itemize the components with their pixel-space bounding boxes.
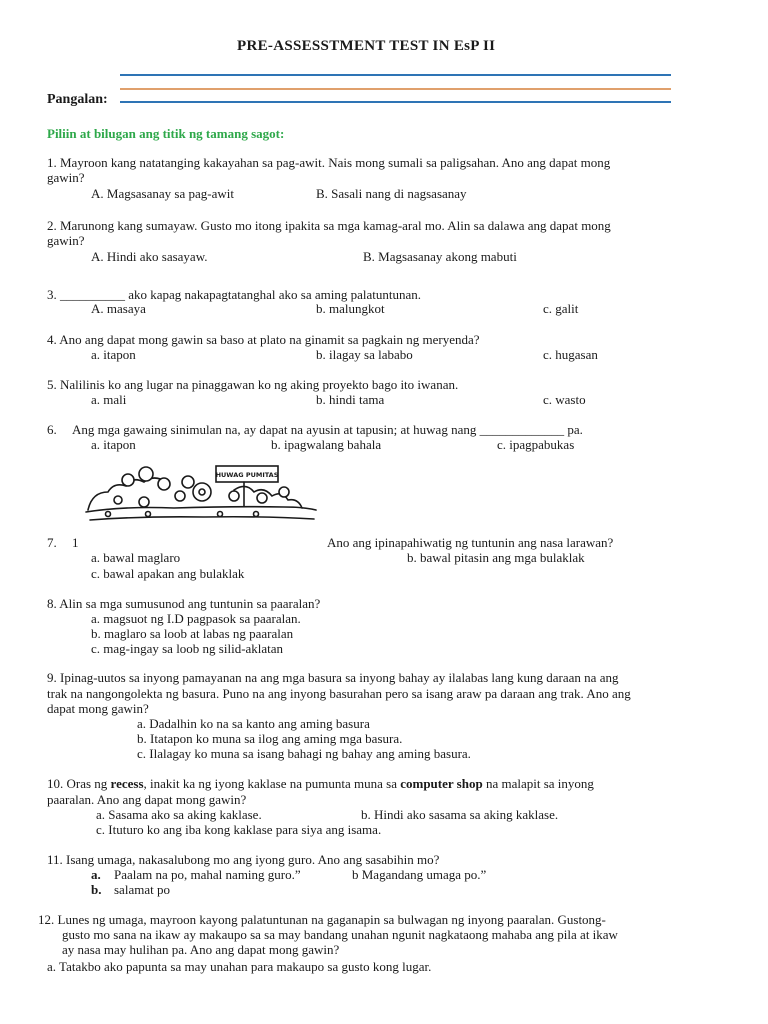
q12-text-cont: gusto mo sana na ikaw ay makaupo sa sa may bandang unahan ngunit nagkataong mahaba ang pila at ikaw [62, 927, 618, 942]
q5-option-b[interactable]: b. hindi tama [316, 392, 385, 407]
q9-option-a[interactable]: a. Dadalhin ko na sa kanto ang aming basura [137, 716, 370, 731]
q7-option-a[interactable]: a. bawal maglaro [91, 550, 181, 565]
page-title: PRE-ASSESSTMENT TEST IN EsP II [237, 38, 496, 54]
q3-text [47, 287, 421, 302]
q12-text: 12. Lunes ng umaga, mayroon kayong palatuntunan na gaganapin sa bulwagan ng inyong paaralan. Gustong- [38, 912, 606, 927]
q1-option-b[interactable]: B. Sasali nang di nagsasanay [316, 186, 467, 201]
q12-option-a[interactable]: a. Tatakbo ako papunta sa may unahan para makaupo sa gusto kong lugar. [47, 959, 432, 974]
q10-text-cont: paaralan. Ano ang dapat mong gawin? [47, 792, 247, 807]
name-label: Pangalan: [47, 92, 108, 107]
name-line-top [120, 74, 671, 76]
q2-option-b[interactable]: B. Magsasanay akong mabuti [363, 249, 517, 264]
q8-option-b[interactable]: b. maglaro sa loob at labas ng paaralan [91, 626, 294, 641]
q10-text-end: na malapit sa inyong [482, 776, 594, 791]
q7-text: Ano ang ipinapahiwatig ng tuntunin ang nasa larawan? [327, 535, 614, 550]
q4-text: 4. Ano ang dapat mong gawin sa baso at plato na ginamit sa pagkain ng meryenda? [47, 332, 480, 347]
q8-text: 8. Alin sa mga sumusunod ang tuntunin sa paaralan? [47, 596, 321, 611]
sign-text: HUWAG PUMITAS [215, 471, 279, 479]
q1-text-cont: gawin? [47, 170, 85, 185]
q4-option-b[interactable]: b. ilagay sa lababo [316, 347, 413, 362]
q6-number: 6. [47, 422, 57, 437]
q4-option-c[interactable]: c. hugasan [543, 347, 598, 362]
q1-text: 1. Mayroon kang natatanging kakayahan sa pag-awit. Nais mong sumali sa paligsahan. Ano ang dapat mong [47, 155, 611, 170]
q9-text-cont: trak na nangongolekta ng basura. Puno na ang inyong basurahan pero sa isang araw pa daraan ang trak. Ano ang [47, 686, 631, 701]
q7-number: 7. [47, 535, 57, 550]
q3-rest: ako kapag nakapagtatanghal ako sa aming palatuntunan. [128, 287, 422, 302]
q6-text: Ang mga gawaing sinimulan na, ay dapat na ayusin at tapusin; at huwag nang _____________ pa. [72, 422, 583, 437]
q1-option-a[interactable]: A. Magsasanay sa pag-awit [91, 186, 234, 201]
q3-option-a[interactable]: A. masaya [91, 301, 146, 316]
q2-text: 2. Marunong kang sumayaw. Gusto mo itong ipakita sa mga kamag-aral mo. Alin sa dalawa ang dapat mong [47, 218, 611, 233]
q10-keyword-recess: recess [110, 776, 144, 791]
q10-option-b[interactable]: b. Hindi ako sasama sa aking kaklase. [361, 807, 559, 822]
q11-option-b[interactable]: salamat po [114, 882, 170, 897]
q5-option-c[interactable]: c. wasto [543, 392, 586, 407]
q10-text-start: 10. Oras ng [47, 776, 111, 791]
q9-option-b[interactable]: b. Itatapon ko muna sa ilog ang aming mga basura. [137, 731, 403, 746]
q6-option-c[interactable]: c. ipagpabukas [497, 437, 575, 452]
q11-option-b-inline[interactable]: b Magandang umaga po.” [352, 867, 487, 882]
q5-option-a[interactable]: a. mali [91, 392, 127, 407]
q12-text-cont2: ay nasa may hulihan pa. Ano ang dapat mong gawin? [62, 942, 340, 957]
q3-blank: __________ [60, 287, 125, 302]
q8-option-c[interactable]: c. mag-ingay sa loob ng silid-aklatan [91, 641, 284, 656]
q7-stray-mark: 1 [72, 535, 79, 550]
q9-text: 9. Ipinag-uutos sa inyong pamayanan na ang mga basura sa inyong bahay ay ilalabas lang kung daraan na ang [47, 670, 619, 685]
q3-option-c[interactable]: c. galit [543, 301, 579, 316]
q10-keyword-computer-shop: computer shop [400, 776, 483, 791]
q2-option-a[interactable]: A. Hindi ako sasayaw. [91, 249, 208, 264]
q11-text: 11. Isang umaga, nakasalubong mo ang iyong guro. Ano ang sasabihin mo? [47, 852, 440, 867]
name-line-middle [120, 88, 671, 90]
q5-text: 5. Nalilinis ko ang lugar na pinaggawan ko ng aking proyekto bago ito iwanan. [47, 377, 459, 392]
q8-option-a[interactable]: a. magsuot ng I.D pagpasok sa paaralan. [91, 611, 301, 626]
q10-option-c[interactable]: c. Ituturo ko ang iba kong kaklase para siya ang isama. [96, 822, 382, 837]
q9-option-c[interactable]: c. Ilalagay ko muna sa isang bahagi ng bahay ang aming basura. [137, 746, 471, 761]
q7-option-b[interactable]: b. bawal pitasin ang mga bulaklak [407, 550, 585, 565]
q4-option-a[interactable]: a. itapon [91, 347, 136, 362]
q6-option-a[interactable]: a. itapon [91, 437, 136, 452]
instruction: Piliin at bilugan ang titik ng tamang sagot: [47, 126, 285, 141]
q3-option-b[interactable]: b. malungkot [316, 301, 385, 316]
q10-text-middle: , inakit ka ng iyong kaklase na pumunta muna sa [143, 776, 401, 791]
q2-text-cont: gawin? [47, 233, 85, 248]
q9-text-cont2: dapat mong gawin? [47, 701, 149, 716]
q11-option-a-letter: a. [91, 867, 101, 882]
q10-text [47, 776, 594, 791]
q3-number: 3. [47, 287, 57, 302]
q11-option-a[interactable]: Paalam na po, mahal naming guro.” [114, 867, 301, 882]
q7-option-c[interactable]: c. bawal apakan ang bulaklak [91, 566, 245, 581]
q10-option-a[interactable]: a. Sasama ako sa aking kaklase. [96, 807, 262, 822]
name-line-bottom [120, 101, 671, 103]
q11-option-b-letter: b. [91, 882, 102, 897]
flower-garden-illustration [84, 462, 320, 528]
q6-option-b[interactable]: b. ipagwalang bahala [271, 437, 382, 452]
